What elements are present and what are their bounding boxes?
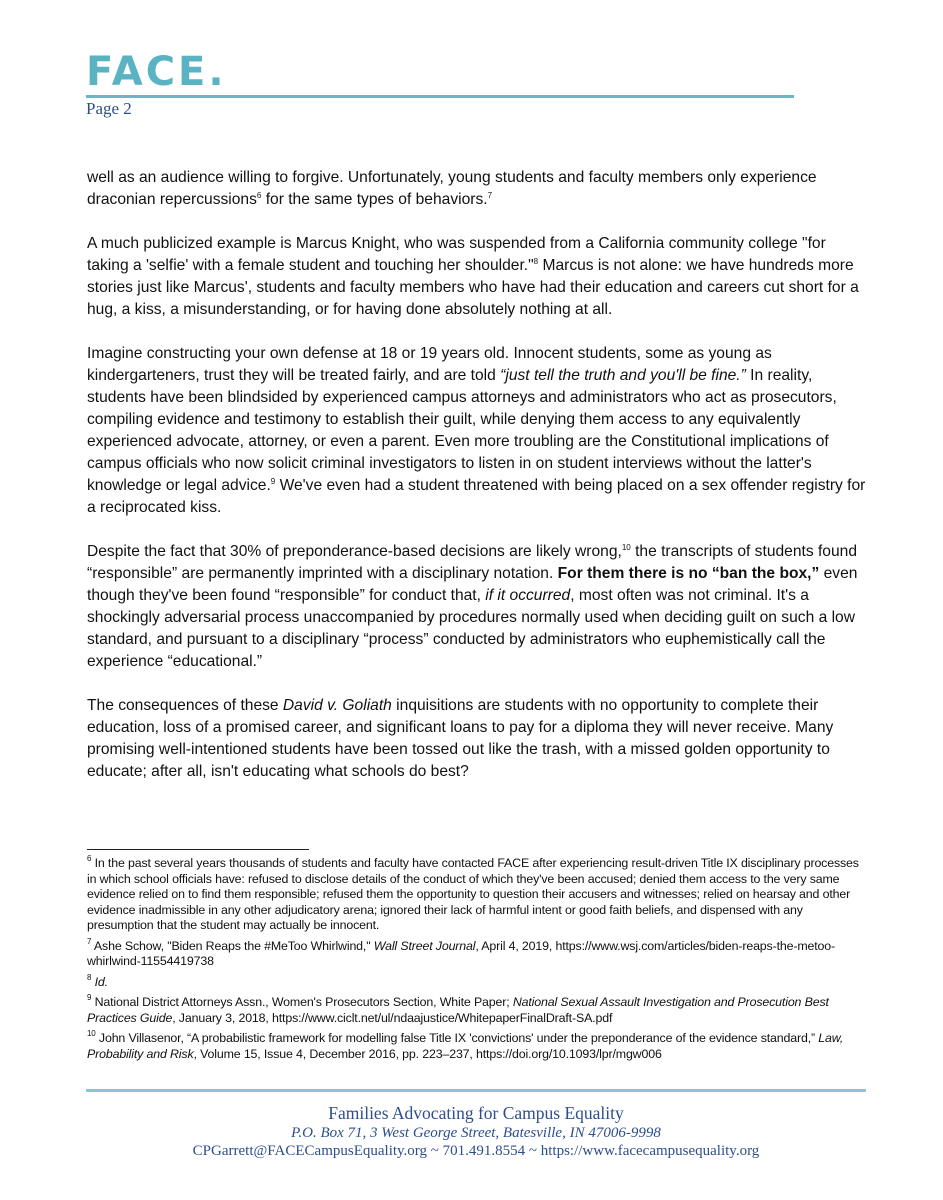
footnote-divider (87, 849, 309, 850)
paragraph-5 (87, 695, 869, 783)
footnote-8 (87, 972, 869, 991)
p5-text-a: The consequences of these (87, 697, 283, 714)
footnote-num: 6 (87, 854, 92, 863)
p4-bold: For them there is no “ban the box,” (557, 565, 820, 582)
p4-text-b: the transcripts of students found “responsible” are permanently imprinted with a disciplinary notation. (87, 543, 857, 582)
footnote-text: National District Attorneys Assn., Women's Prosecutors Section, White Paper; (91, 995, 513, 1009)
footer-org-name: Families Advocating for Campus Equality (328, 1103, 624, 1123)
footnote-num: 7 (87, 936, 92, 946)
footnote-text: Ashe Schow, "Biden Reaps the #MeToo Whirlwind," (91, 938, 374, 953)
p3-text-b: In reality, students have been blindsided by experienced campus attorneys and administrators who act as prosecutors, compiling evidence and testimony to establish their guilt, while denying them access to any equivalently experienced advocate, attorney, or even a parent. Even more troubling are the Constitutional implications of campus officials who now solicit criminal investigators to listen in on student interviews without the latter's knowledge or legal advice. (87, 367, 837, 494)
p2-text-a: A much publicized example is Marcus Knight, who was suspended from a California community college "for taking a 'selfie' with a female student and touching her shoulder." (87, 235, 826, 274)
footnote-ref-9: 9 (270, 477, 276, 486)
p1-text-b: for the same types of behaviors. (261, 191, 488, 208)
p3-text-a: Imagine constructing your own defense at 18 or 19 years old. Innocent students, some as young as kindergarteners, trust they will be treated fairly, and are told (87, 345, 772, 384)
p4-text-a: Despite the fact that 30% of preponderance-based decisions are likely wrong, (87, 543, 622, 560)
footnote-text: John Villasenor, “A probabilistic framework for modelling false Title IX 'convictions' under the preponderance of the evidence standard,” (95, 1031, 819, 1045)
footnote-ref-10: 10 (621, 543, 631, 552)
footer-address: P.O. Box 71, 3 West George Street, Batesville, IN 47006-9998 (291, 1125, 661, 1141)
footnote-num: 8 (87, 972, 92, 982)
page-header (86, 50, 796, 120)
footnote-text: In the past several years thousands of students and faculty have contacted FACE after experiencing result-driven Title IX disciplinary processes in which school officials have: refused to disclose details of the conduct of which they've been accused; denied them access to the very same evidence relied on to find them responsible; refused them the opportunity to question their accusers and witnesses; relied on hearsay and other evidence inadmissible in any other adjudicatory arena; ignored their lack of harmful intent or good faith beliefs, and dispensed with any presumption that the student may actually be innocent. (87, 856, 859, 932)
footnote-6 (87, 856, 869, 934)
page-number: Page 2 (86, 99, 132, 118)
footnote-ref-8: 8 (533, 257, 539, 266)
paragraph-3 (87, 343, 869, 519)
paragraph-4 (87, 541, 869, 673)
footnote-italic: Wall Street Journal (373, 938, 476, 953)
footnote-text: , January 3, 2018, https://www.ciclt.net/ul/ndaajustice/WhitepaperFinalDraft-SA.pdf (172, 1010, 613, 1025)
p3-quote: “just tell the truth and you'll be fine.” (500, 367, 746, 384)
footnote-10 (87, 1031, 869, 1062)
face-logo: FACE. (86, 49, 227, 95)
page-footer (86, 1102, 866, 1161)
p4-text-c: even though they've been found “responsible” for conduct that, (87, 565, 858, 604)
footnote-9 (87, 995, 869, 1026)
footnote-ref-7: 7 (487, 191, 493, 200)
p5-text-b: inquisitions are students with no opportunity to complete their education, loss of a promised career, and significant loans to pay for a diploma they will never receive. Many promising well-intentioned students have been tossed out like the trash, with a missed golden opportunity to educate; after all, isn't educating what schools do best? (87, 697, 834, 780)
footnotes (87, 856, 869, 1067)
paragraph-1 (87, 167, 869, 211)
footer-contact: CPGarrett@FACECampusEquality.org ~ 701.491.8554 ~ https://www.facecampusequality.org (192, 1143, 760, 1159)
footer-divider (86, 1089, 866, 1092)
p3-text-c: We've even had a student threatened with being placed on a sex offender registry for a reciprocated kiss. (87, 477, 866, 516)
footnote-num: 10 (87, 1029, 96, 1038)
footnote-italic: Law, Probability and Risk (87, 1031, 844, 1061)
p4-italic: if it occurred (485, 587, 571, 604)
body-text (87, 167, 869, 805)
paragraph-2 (87, 233, 869, 321)
p4-text-d: , most often was not criminal. It's a shockingly adversarial process unaccompanied by procedures normally used when deciding guilt on such a low standard, and pursuant to a disciplinary “process” conducted by administrators who euphemistically call the experience “educational.” (87, 587, 855, 670)
footnote-italic: Id. (94, 974, 108, 989)
footnote-ref-6: 6 (256, 191, 262, 200)
footnote-7 (87, 936, 869, 970)
footnote-num: 9 (87, 993, 92, 1002)
p1-text-a: well as an audience willing to forgive. Unfortunately, young students and faculty members only experience draconian repercussions (87, 169, 817, 208)
p2-text-b: Marcus is not alone: we have hundreds more stories just like Marcus', students and faculty members who have had their education and careers cut short for a hug, a kiss, a misunderstanding, or for having done absolutely nothing at all. (87, 257, 859, 318)
footnote-italic: National Sexual Assault Investigation and Prosecution Best Practices Guide (87, 995, 829, 1025)
footnote-text: , April 4, 2019, https://www.wsj.com/articles/biden-reaps-the-metoo-whirlwind-11554419738 (87, 938, 835, 968)
footnote-text: , Volume 15, Issue 4, December 2016, pp. 223–237, https://doi.org/10.1093/lpr/mgw006 (193, 1046, 662, 1061)
p5-italic: David v. Goliath (282, 697, 392, 714)
